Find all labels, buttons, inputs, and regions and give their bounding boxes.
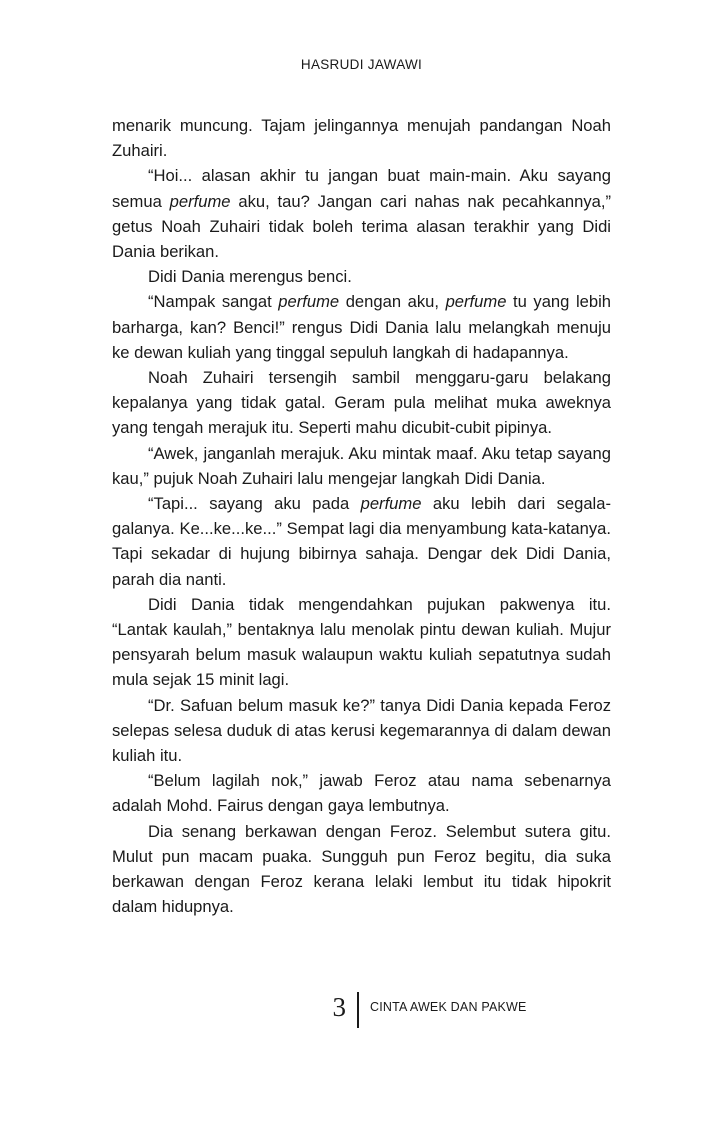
page-footer	[0, 990, 723, 1030]
italic-term: perfume	[169, 191, 231, 211]
italic-term: perfume	[360, 494, 422, 514]
text-segment: “Belum lagilah nok,” jawab Feroz atau nama sebenarnya adalah Mohd. Fairus dengan gaya lembutnya.	[112, 771, 611, 816]
text-segment: aku, tau? Jangan cari nahas nak pecahkannya,” getus Noah Zuhairi tidak boleh terima alasan terakhir yang Didi Dania berikan.	[112, 191, 611, 262]
paragraph	[112, 592, 611, 693]
text-segment: menarik muncung. Tajam jelingannya menujah pandangan Noah Zuhairi.	[112, 116, 611, 161]
text-segment: “Awek, janganlah merajuk. Aku mintak maaf. Aku tetap sayang kau,” pujuk Noah Zuhairi lalu mengejar langkah Didi Dania.	[112, 443, 611, 488]
text-segment: dengan aku,	[339, 292, 446, 312]
paragraph	[112, 289, 611, 365]
body-text	[112, 113, 611, 920]
italic-term: perfume	[445, 292, 507, 312]
text-segment: Dia senang berkawan dengan Feroz. Selembut sutera gitu. Mulut pun macam puaka. Sungguh pun Feroz begitu, dia suka berkawan dengan Feroz kerana lelaki lembut itu tidak hipokrit dalam hidupnya.	[112, 821, 611, 917]
paragraph	[112, 163, 611, 264]
text-segment: Didi Dania tidak mengendahkan pujukan pakwenya itu. “Lantak kaulah,” bentaknya lalu menolak pintu dewan kuliah. Mujur pensyarah belum masuk walaupun waktu kuliah sepatutnya sudah mula sejak 15 minit lagi.	[112, 594, 611, 690]
text-segment: tu yang lebih barharga, kan? Benci!” rengus Didi Dania lalu melangkah menuju ke dewan kuliah yang tinggal sepuluh langkah di hadapannya.	[112, 292, 611, 362]
paragraph	[112, 264, 611, 289]
text-segment: “Nampak sangat	[148, 292, 279, 312]
text-segment: Didi Dania merengus benci.	[148, 267, 352, 287]
paragraph	[112, 768, 611, 818]
text-segment: Noah Zuhairi tersengih sambil menggaru-garu belakang kepalanya yang tidak gatal. Geram pula melihat muka aweknya yang tengah merajuk itu. Seperti mahu dicubit-cubit pipinya.	[112, 368, 611, 438]
paragraph	[112, 113, 611, 163]
text-segment: “Tapi... sayang aku pada	[148, 494, 361, 514]
text-segment: “Dr. Safuan belum masuk ke?” tanya Didi Dania kepada Feroz selepas selesa duduk di atas kerusi kegemarannya di dalam dewan kuliah itu.	[112, 695, 611, 766]
paragraph	[112, 491, 611, 592]
running-header-author: HASRUDI JAWAWI	[300, 57, 423, 72]
text-segment: aku lebih dari segala-galanya. Ke...ke...ke...” Sempat lagi dia menyambung kata-katanya. Tapi sekadar di hujung bibirnya sahaja. Dengar dek Didi Dania, parah dia nanti.	[112, 494, 611, 589]
text-segment: “Hoi... alasan akhir tu jangan buat main-main. Aku sayang semua	[112, 166, 611, 211]
paragraph	[112, 441, 611, 491]
footer-divider	[357, 992, 359, 1028]
paragraph	[112, 365, 611, 441]
italic-term: perfume	[278, 292, 340, 312]
paragraph	[112, 693, 611, 769]
paragraph	[112, 819, 611, 920]
page-number: 3	[332, 992, 346, 1022]
running-footer-book-title: CINTA AWEK DAN PAKWE	[370, 1000, 527, 1014]
